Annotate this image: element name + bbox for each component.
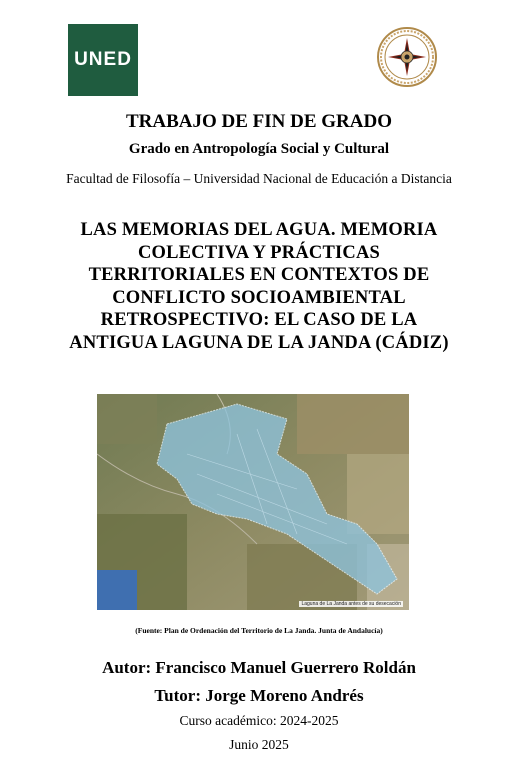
document-heading: TRABAJO DE FIN DE GRADO	[125, 111, 393, 132]
thesis-title-line: COLECTIVA Y PRÁCTICAS	[137, 242, 380, 263]
uned-logo-text: UNED	[74, 49, 132, 70]
uned-logo	[68, 24, 138, 96]
photo-caption: Laguna de La Janda antes de su desecación	[301, 601, 401, 607]
thesis-title	[40, 219, 478, 354]
degree-name: Grado en Antropología Social y Cultural	[128, 141, 390, 157]
author: Autor: Francisco Manuel Guerrero Roldán	[102, 658, 416, 677]
thesis-title-line: LAS MEMORIAS DEL AGUA. MEMORIA	[80, 220, 438, 240]
faculty-name: Facultad de Filosofía – Universidad Nacional de Educación a Distancia	[66, 171, 452, 186]
thesis-title-line: CONFLICTO SOCIOAMBIENTAL	[112, 287, 406, 308]
date: Junio 2025	[229, 737, 289, 752]
thesis-title-line: ANTIGUA LAGUNA DE LA JANDA (CÁDIZ)	[69, 332, 449, 353]
figure-source: (Fuente: Plan de Ordenación del Territorio de La Janda. Junta de Andalucía)	[135, 626, 383, 635]
aerial-photo	[97, 394, 409, 610]
thesis-title-line: RETROSPECTIVO: EL CASO DE LA	[100, 310, 418, 330]
thesis-title-line: TERRITORIALES EN CONTEXTOS DE	[88, 265, 430, 285]
academic-year: Curso académico: 2024-2025	[179, 713, 339, 728]
tutor: Tutor: Jorge Moreno Andrés	[154, 686, 364, 705]
university-seal-icon	[376, 26, 438, 88]
